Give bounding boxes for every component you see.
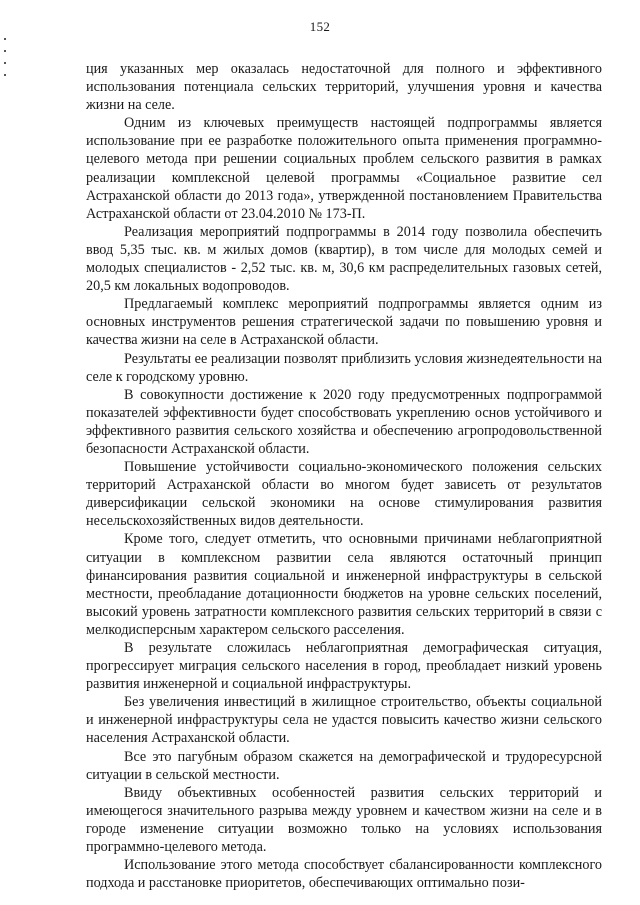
paragraph: Одним из ключевых преимуществ настоящей подпрограммы является использование при ее разработке положительного опыта применения программно-целевого метода при решении социальных проблем сельского развития в рамках реализации комплексной целевой программы «Социальное развитие сел Астраханской области до 2013 года», утвержденной постановлением Правительства Астраханской области от 23.04.2010 № 173-П. bbox=[86, 115, 602, 222]
paragraph: Использование этого метода способствует сбалансированности комплексного подхода и расстановке приоритетов, обеспечивающих оптимально пози- bbox=[86, 857, 602, 892]
page-number: 152 bbox=[309, 19, 331, 34]
paragraph: Предлагаемый комплекс мероприятий подпрограммы является одним из основных инструментов решения стратегической задачи по повышению уровня и качества жизни на селе в Астраханской области. bbox=[86, 296, 602, 349]
paragraph: Все это пагубным образом скажется на демографической и трудоресурсной ситуации в сельской местности. bbox=[86, 748, 602, 783]
paragraph: В результате сложилась неблагоприятная демографическая ситуация, прогрессирует миграция сельского населения в город, преобладает низкий уровень развития инженерной и социальной инфраструктуры. bbox=[86, 640, 602, 693]
scan-edge-marks bbox=[2, 28, 8, 88]
paragraph: Результаты ее реализации позволят приблизить условия жизнедеятельности на селе к городскому уровню. bbox=[86, 350, 602, 385]
paragraph: Реализация мероприятий подпрограммы в 2014 году позволила обеспечить ввод 5,35 тыс. кв. м жилых домов (квартир), в том числе для молодых семей и молодых специалистов - 2,52 тыс. кв. м, 30,6 км распределительных газовых сетей, 20,5 км локальных водопроводов. bbox=[86, 223, 602, 295]
paragraph-continuation: ция указанных мер оказалась недостаточной для полного и эффективного использования потенциала сельских территорий, улучшения уровня и качества жизни на селе. bbox=[86, 61, 602, 114]
paragraph: Без увеличения инвестиций в жилищное строительство, объекты социальной и инженерной инфраструктуры села не удастся повысить качество жизни сельского населения Астраханской области. bbox=[86, 694, 602, 747]
paragraph: Повышение устойчивости социально-экономического положения сельских территорий Астраханской области во многом будет зависеть от результатов диверсификации сельской экономики на основе стимулирования развития несельскохозяйственных видов деятельности. bbox=[86, 459, 602, 530]
paragraph: В совокупности достижение к 2020 году предусмотренных подпрограммой показателей эффективности будет способствовать укреплению основ устойчивого и эффективного развития сельского хозяйства и обеспечению агропродовольственной безопасности Астраханской области. bbox=[86, 386, 602, 457]
paragraph: Ввиду объективных особенностей развития сельских территорий и имеющегося значительного разрыва между уровнем и качеством жизни на селе и в городе изменение ситуации возможно только на условиях использования программно-целевого метода. bbox=[86, 784, 602, 856]
paragraph: Кроме того, следует отметить, что основными причинами неблагоприятной ситуации в комплексном развитии села являются остаточный принцип финансирования развития социальной и инженерной инфраструктуры в сельской местности, преобладание дотационности бюджетов на уровне сельских поселений, высокий уровень затратности комплексного развития сельских территорий в связи с мелкодисперсным характером сельского расселения. bbox=[86, 531, 602, 638]
document-body bbox=[86, 60, 602, 892]
